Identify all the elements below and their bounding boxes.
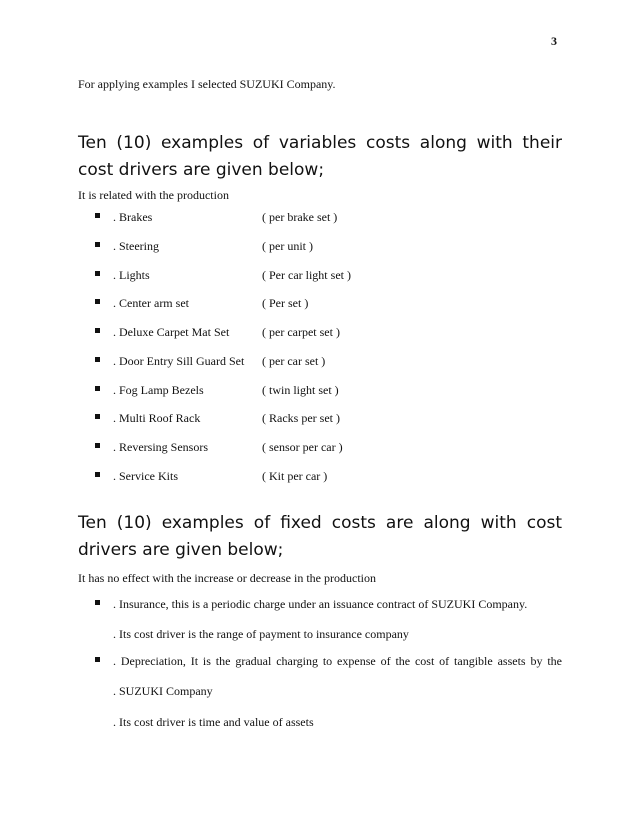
square-bullet-icon — [95, 414, 100, 419]
cost-name: . Brakes — [113, 210, 153, 224]
list-item — [0, 325, 638, 354]
list-item — [0, 469, 638, 498]
cost-driver: ( Kit per car ) — [262, 468, 328, 483]
cost-driver: ( Per car light set ) — [262, 267, 351, 282]
fixed-costs-heading: Ten (10) examples of fixed costs are along with cost drivers are given below; — [78, 513, 562, 560]
cost-name: . Lights — [113, 267, 150, 282]
cost-driver: ( per car set ) — [262, 353, 326, 368]
square-bullet-icon — [95, 328, 100, 333]
square-bullet-icon — [95, 657, 100, 662]
square-bullet-icon — [95, 357, 100, 362]
cost-driver: ( twin light set ) — [262, 382, 339, 397]
fixed-cost-description: . Insurance, this is a periodic charge under an issuance contract of SUZUKI Company. — [113, 597, 528, 611]
fixed-cost-driver: . Its cost driver is time and value of assets — [113, 715, 314, 729]
fixed-cost-driver: . Its cost driver is the range of payment to insurance company — [113, 627, 409, 641]
list-item — [0, 411, 638, 440]
cost-name: . Center arm set — [113, 296, 189, 311]
page-number: 3 — [551, 34, 557, 48]
square-bullet-icon — [95, 443, 100, 448]
square-bullet-icon — [95, 242, 100, 247]
list-item — [0, 296, 638, 325]
variable-costs-subheading: It is related with the production — [78, 188, 229, 202]
square-bullet-icon — [95, 600, 100, 605]
cost-driver: ( per brake set ) — [262, 210, 338, 224]
square-bullet-icon — [95, 213, 100, 218]
cost-name: . Reversing Sensors — [113, 440, 208, 454]
cost-name: . Door Entry Sill Guard Set — [113, 353, 245, 368]
cost-driver: ( per carpet set ) — [262, 325, 340, 339]
list-item — [0, 440, 638, 469]
cost-name: . Deluxe Carpet Mat Set — [113, 325, 230, 339]
cost-name: . Multi Roof Rack — [113, 411, 201, 426]
cost-name: . Service Kits — [113, 468, 178, 483]
list-item — [0, 354, 638, 383]
cost-driver: ( Per set ) — [262, 296, 309, 311]
cost-driver: ( sensor per car ) — [262, 440, 343, 454]
list-item — [0, 239, 638, 268]
variable-costs-list — [0, 210, 638, 498]
list-item — [0, 383, 638, 412]
cost-name: . Steering — [113, 238, 159, 253]
fixed-cost-description-continued: . SUZUKI Company — [113, 684, 213, 698]
list-item — [0, 210, 638, 239]
list-item — [0, 268, 638, 297]
cost-driver: ( Racks per set ) — [262, 411, 340, 426]
fixed-costs-subheading: It has no effect with the increase or decrease in the production — [78, 571, 376, 585]
square-bullet-icon — [95, 386, 100, 391]
cost-driver: ( per unit ) — [262, 238, 313, 253]
square-bullet-icon — [95, 299, 100, 304]
square-bullet-icon — [95, 472, 100, 477]
square-bullet-icon — [95, 271, 100, 276]
variable-costs-heading: Ten (10) examples of variables costs along with their cost drivers are given below; — [78, 133, 562, 180]
fixed-cost-description: . Depreciation, It is the gradual charging to expense of the cost of tangible assets by the — [113, 654, 562, 668]
cost-name: . Fog Lamp Bezels — [113, 382, 204, 397]
intro-text: For applying examples I selected SUZUKI Company. — [78, 77, 336, 91]
